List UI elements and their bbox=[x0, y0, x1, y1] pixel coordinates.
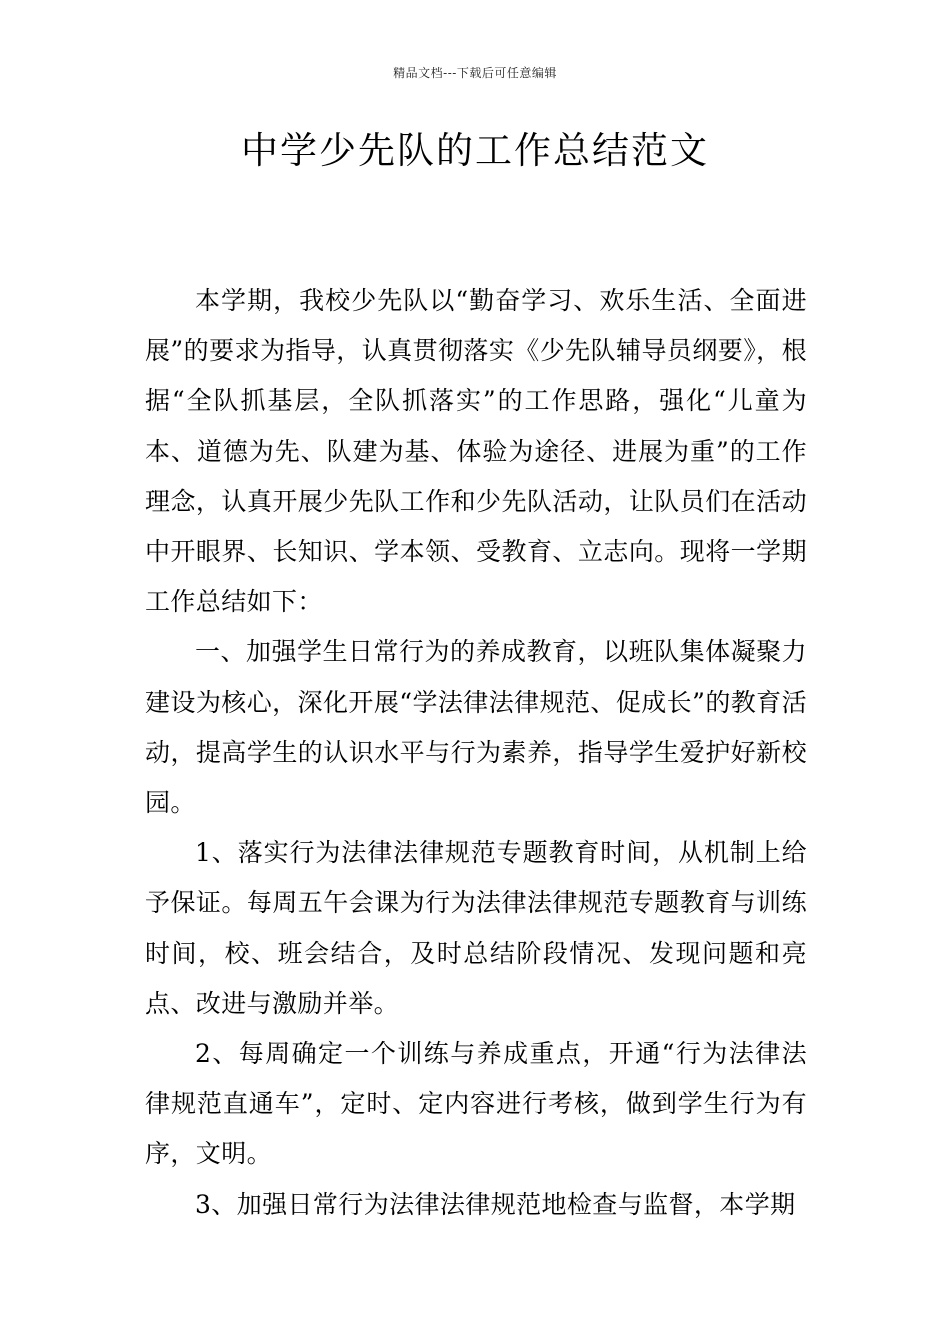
paragraph-item-1: 1、落实行为法律法律规范专题教育时间，从机制上给予保证。每周五午会课为行为法律法律规范专题教育与训练时间，校、班会结合，及时总结阶段情况、发现问题和亮点、改进与激励并举。 bbox=[145, 838, 807, 1018]
paragraph-section-1: 一、加强学生日常行为的养成教育，以班队集体凝聚力建设为核心，深化开展“学法律法律规范、促成长”的教育活动，提高学生的认识水平与行为素养，指导学生爱护好新校园。 bbox=[145, 637, 807, 818]
header-note: 精品文档---下载后可任意编辑 bbox=[393, 66, 557, 80]
paragraph-item-2: 2、每周确定一个训练与养成重点，开通“行为法律法律规范直通车”，定时、定内容进行考核，做到学生行为有序，文明。 bbox=[145, 1039, 807, 1169]
paragraph-item-3: 3、加强日常行为法律法律规范地检查与监督，本学期 bbox=[195, 1189, 796, 1219]
document-title: 中学少先队的工作总结范文 bbox=[241, 129, 709, 172]
document-body bbox=[145, 276, 807, 1230]
paragraph-intro: 本学期，我校少先队以“勤奋学习、欢乐生活、全面进展”的要求为指导，认真贯彻落实《少先队辅导员纲要》，根据“全队抓基层，全队抓落实”的工作思路，强化“儿童为本、道德为先、队建为基、体验为途径、进展为重”的工作理念，认真开展少先队工作和少先队活动，让队员们在活动中开眼界、长知识、学本领、受教育、立志向。现将一学期工作总结如下： bbox=[145, 286, 807, 617]
